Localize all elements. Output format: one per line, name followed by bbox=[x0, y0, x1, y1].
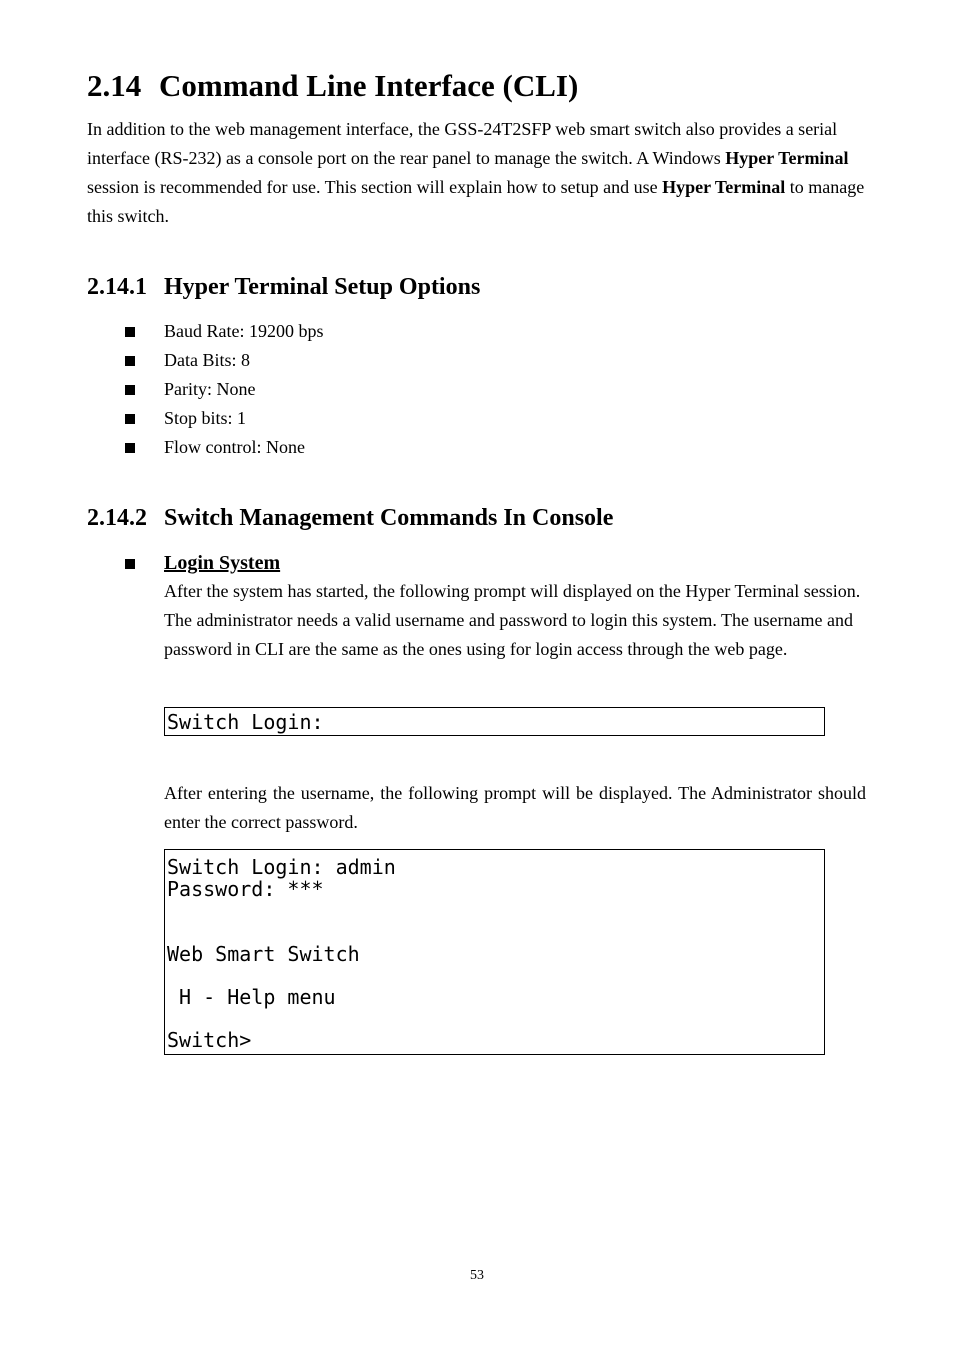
list-item-text: Data Bits: 8 bbox=[164, 350, 250, 370]
terminal-line: Password: *** bbox=[167, 877, 324, 901]
subsection-heading bbox=[87, 505, 613, 532]
terminal-box-password bbox=[164, 849, 825, 1055]
terminal-line: H - Help menu bbox=[167, 985, 336, 1009]
subsection-heading bbox=[87, 274, 480, 301]
bullet-icon bbox=[125, 327, 135, 337]
section-title: Switch Management Commands In Console bbox=[164, 505, 614, 531]
list-item bbox=[125, 404, 324, 433]
section-title: Command Line Interface (CLI) bbox=[159, 68, 579, 103]
login-paragraph: After the system has started, the following prompt will displayed on the Hyper Terminal session. The administrator needs a valid username and password to login this system. The username and password in CLI are the same as the ones using for login access through the web page. bbox=[164, 581, 861, 659]
intro-text: to manage this switch. bbox=[87, 177, 865, 226]
intro-bold: Hyper Terminal bbox=[725, 148, 849, 168]
setup-options-list bbox=[125, 317, 324, 462]
terminal-line: Switch Login: admin bbox=[167, 855, 396, 879]
list-item bbox=[125, 317, 324, 346]
terminal-box-login bbox=[164, 707, 825, 736]
list-item bbox=[125, 346, 324, 375]
intro-text: In addition to the web management interface, the GSS-24T2SFP web smart switch also provides a serial interface (RS-232) as a console port on the rear panel to manage the switch. A Windows bbox=[87, 119, 838, 168]
list-item-text: Parity: None bbox=[164, 379, 256, 399]
section-number: 2.14 bbox=[87, 68, 142, 103]
bullet-icon bbox=[125, 385, 135, 395]
list-item-text: Baud Rate: 19200 bps bbox=[164, 321, 324, 341]
page-number: 53 bbox=[470, 1268, 484, 1283]
terminal-line: Switch Login: bbox=[167, 710, 324, 734]
login-system-title: Login System bbox=[164, 552, 281, 574]
bullet-icon bbox=[125, 443, 135, 453]
section-title: Hyper Terminal Setup Options bbox=[164, 274, 481, 300]
list-item-text: Flow control: None bbox=[164, 437, 305, 457]
bullet-icon bbox=[125, 559, 135, 569]
login-list bbox=[125, 549, 280, 578]
bullet-icon bbox=[125, 414, 135, 424]
section-number: 2.14.1 bbox=[87, 274, 147, 300]
terminal-line: Switch> bbox=[167, 1028, 252, 1052]
intro-paragraph bbox=[87, 115, 869, 231]
intro-text: session is recommended for use. This section will explain how to setup and use bbox=[87, 177, 663, 197]
list-item bbox=[125, 549, 280, 578]
password-paragraph: After entering the username, the following prompt will be displayed. The Administrator should enter the correct password. bbox=[164, 783, 866, 832]
page-title bbox=[87, 68, 578, 104]
intro-bold: Hyper Terminal bbox=[662, 177, 786, 197]
list-item bbox=[125, 375, 324, 404]
section-number: 2.14.2 bbox=[87, 505, 147, 531]
list-item-text: Stop bits: 1 bbox=[164, 408, 247, 428]
terminal-line: Web Smart Switch bbox=[167, 942, 360, 966]
list-item bbox=[125, 433, 324, 462]
bullet-icon bbox=[125, 356, 135, 366]
